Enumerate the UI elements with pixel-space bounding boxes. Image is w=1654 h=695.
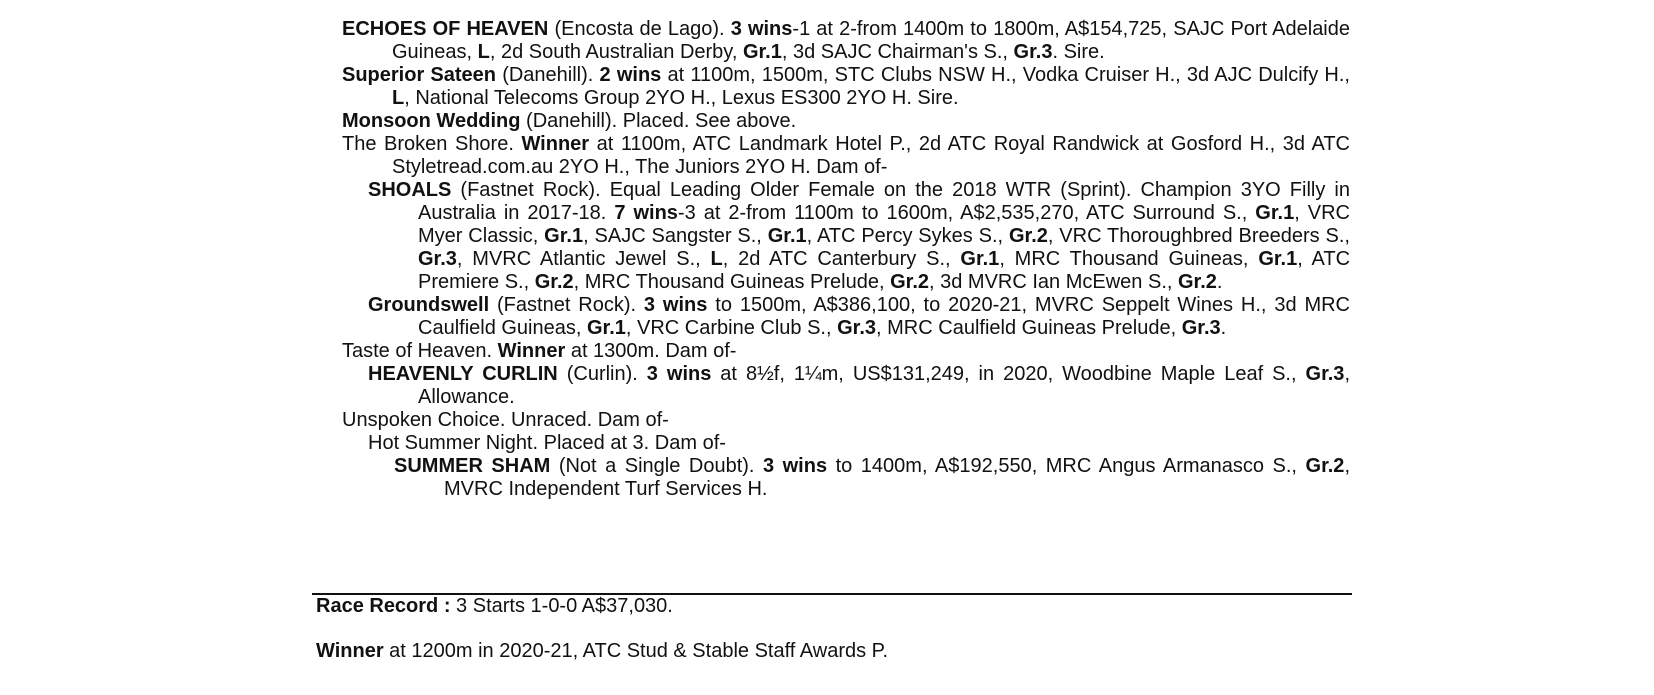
bold-text: 2 wins [599,64,662,86]
text-segment: Taste of Heaven. [342,340,498,362]
text-segment: at 1100m, 1500m, STC Clubs NSW H., Vodka Cruiser H., 3d AJC Dulcify H., [661,64,1350,86]
text-segment: to 1400m, A$192,550, MRC Angus Armanasco S., [827,455,1306,477]
bold-text: 3 wins [643,294,708,316]
winner-line-value: at 1200m in 2020-21, ATC Stud & Stable Staff Awards P. [383,640,889,662]
winner-line [316,640,1346,663]
text-segment: Unspoken Choice. Unraced. Dam of- [342,409,669,431]
bold-text: 7 wins [614,202,678,224]
text-segment: , MRC Thousand Guineas Prelude, [573,271,891,293]
text-segment: , 2d ATC Canterbury S., [722,248,961,270]
text-segment: to 1500m, A$386,100, to 2020-21, MVRC Seppelt Wines H., 3d MRC Caulfield Guineas, [418,294,1350,339]
text-segment: (Not a Single Doubt). [550,455,763,477]
text-segment: , 3d MVRC Ian McEwen S., [929,271,1178,293]
pedigree-entry [342,455,1350,501]
winner-line-label: Winner [316,640,384,662]
bold-text: Gr.1 [1258,248,1298,270]
text-segment: (Fastnet Rock). [489,294,644,316]
text-segment: -1 at 2-from 1400m to 1800m, A$154,725, SAJC Port Adelaide Guineas, [392,18,1350,63]
bold-text: L [710,248,723,270]
bold-text: Winner [521,133,590,155]
text-segment: , National Telecoms Group 2YO H., Lexus ES300 2YO H. Sire. [404,87,959,109]
bold-text: Monsoon Wedding [342,110,521,132]
bold-text: Gr.2 [1178,271,1217,293]
text-segment: , 2d South Australian Derby, [489,41,743,63]
bold-text: Gr.1 [544,225,584,247]
text-segment: , SAJC Sangster S., [583,225,768,247]
bold-text: ECHOES OF HEAVEN [342,18,549,40]
text-segment: . [1220,317,1227,339]
bold-text: Gr.3 [837,317,877,339]
bold-text: Gr.2 [890,271,930,293]
text-segment: The Broken Shore. [342,133,522,155]
bold-text: Superior Sateen [342,64,497,86]
text-segment: -3 at 2-from 1100m to 1600m, A$2,535,270, ATC Surround S., [677,202,1256,224]
bold-text: SHOALS [368,179,452,201]
bold-text: Gr.2 [534,271,574,293]
text-segment: , VRC Thoroughbred Breeders S., [1047,225,1350,247]
bold-text: 3 wins [730,18,793,40]
pedigree-entry [342,409,1350,432]
race-record [316,595,1346,618]
bold-text: Gr.3 [1181,317,1221,339]
text-segment: , VRC Carbine Club S., [625,317,838,339]
text-segment: , MVRC Independent Turf Services H. [444,455,1350,500]
text-segment: , MRC Thousand Guineas, [999,248,1259,270]
bold-text: Gr.1 [742,41,782,63]
bold-text: Gr.3 [1013,41,1053,63]
bold-text: Gr.2 [1305,455,1345,477]
bold-text: Gr.1 [586,317,626,339]
bold-text: Gr.3 [418,248,457,270]
race-record-label: Race Record : [316,595,451,617]
text-segment: Hot Summer Night. Placed at 3. Dam of- [368,432,726,454]
bold-text: Groundswell [368,294,490,316]
text-segment: at 1100m, ATC Landmark Hotel P., 2d ATC Royal Randwick at Gosford H., 3d ATC Styletread.com.au 2YO H., The Juniors 2YO H. Dam of- [392,133,1350,178]
bold-text: 3 wins [646,363,712,385]
text-segment: at 1300m. Dam of- [565,340,737,362]
text-segment: , Allowance. [418,363,1350,408]
pedigree-entry [342,110,1350,133]
bold-text: L [477,41,490,63]
bold-text: Gr.3 [1305,363,1345,385]
text-segment: , ATC Percy Sykes S., [806,225,1009,247]
bold-text: Gr.1 [767,225,807,247]
pedigree-entry [342,340,1350,363]
pedigree-section [342,18,1350,501]
text-segment: , ATC Premiere S., [418,248,1351,293]
text-segment: (Danehill). Placed. See above. [520,110,797,132]
pedigree-entry [342,432,1350,455]
text-segment: . Sire. [1052,41,1105,63]
bold-text: 3 wins [762,455,828,477]
pedigree-entry [342,133,1350,179]
text-segment: , MVRC Atlantic Jewel S., [456,248,711,270]
pedigree-entry [342,179,1350,294]
bold-text: Winner [497,340,566,362]
text-segment: , VRC Myer Classic, [418,202,1350,247]
text-segment: (Danehill). [496,64,600,86]
text-segment: at 8½f, 1¼m, US$131,249, in 2020, Woodbine Maple Leaf S., [711,363,1306,385]
pedigree-entry [342,363,1350,409]
race-record-value: 3 Starts 1-0-0 A$37,030. [450,595,673,617]
bold-text: HEAVENLY CURLIN [368,363,558,385]
text-segment: (Encosta de Lago). [548,18,731,40]
text-segment: . [1216,271,1223,293]
pedigree-entry [342,18,1350,64]
bold-text: Gr.1 [960,248,1000,270]
pedigree-entry [342,64,1350,110]
bold-text: Gr.1 [1255,202,1295,224]
text-segment: (Curlin). [557,363,647,385]
bold-text: Gr.2 [1008,225,1048,247]
text-segment: , 3d SAJC Chairman's S., [781,41,1014,63]
text-segment: (Fastnet Rock). Equal Leading Older Female on the 2018 WTR (Sprint). Champion 3YO Filly in Australia in 2017-18. [418,179,1350,224]
text-segment: , MRC Caulfield Guineas Prelude, [876,317,1182,339]
bold-text: SUMMER SHAM [394,455,551,477]
pedigree-entry [342,294,1350,340]
bold-text: L [392,87,405,109]
